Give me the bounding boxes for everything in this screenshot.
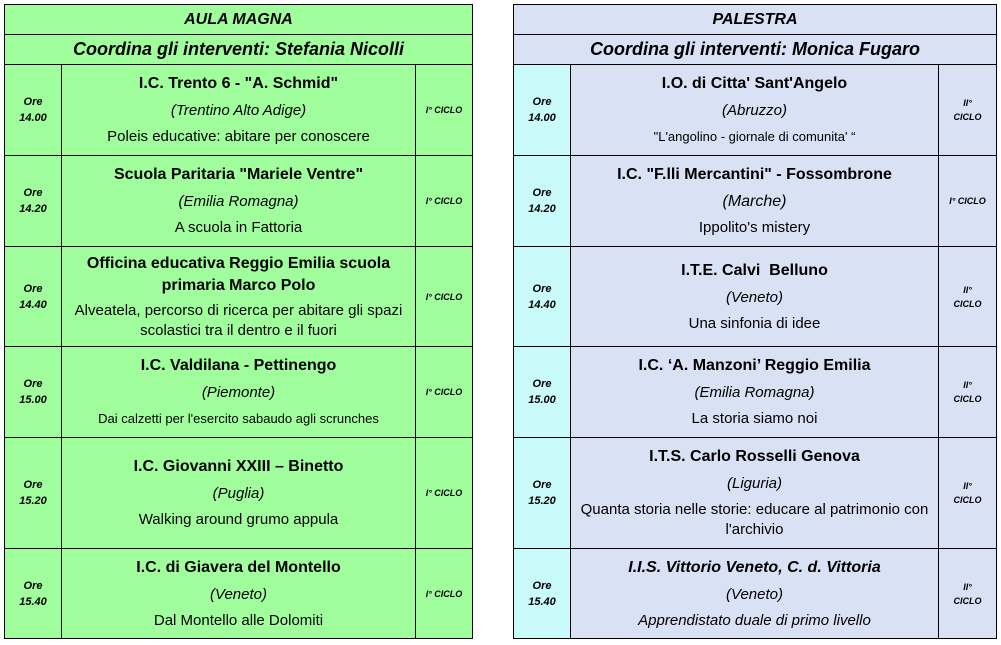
school-name: I.O. di Citta' Sant'Angelo (661, 75, 848, 92)
table-row (514, 247, 997, 347)
cycle-cell: I° CICLO (939, 156, 997, 247)
time-cell: Ore 14.20 (5, 156, 62, 247)
region: (Marche) (722, 193, 787, 210)
time-cell: Ore 15.40 (5, 549, 62, 639)
room-title: PALESTRA (514, 5, 997, 35)
region: (Veneto) (726, 585, 783, 603)
cycle-cell: I° CICLO (416, 247, 473, 347)
time-cell: Ore 15.20 (5, 438, 62, 549)
region: (Emilia Romagna) (694, 384, 815, 401)
school-name: Scuola Paritaria "Mariele Ventre" (113, 166, 364, 183)
cycle-cell: II° CICLO (939, 347, 997, 438)
school-name: I.T.E. Calvi Belluno (681, 261, 828, 279)
session-cell (62, 347, 416, 438)
time-cell: Ore 15.00 (5, 347, 62, 438)
table-row (5, 65, 473, 156)
session-cell (62, 247, 416, 347)
session-title: La storia siamo noi (691, 410, 818, 427)
region: (Emilia Romagna) (178, 193, 299, 210)
table-row (514, 438, 997, 549)
school-name: I.C. Valdilana - Pettinengo (140, 357, 337, 374)
time-cell: Ore 14.40 (514, 247, 571, 347)
session-cell (571, 347, 939, 438)
session-cell (62, 65, 416, 156)
coordinator-label: Coordina gli interventi: Stefania Nicolli (5, 35, 473, 65)
session-cell (571, 65, 939, 156)
cycle-cell: I° CICLO (416, 438, 473, 549)
session-cell (62, 438, 416, 549)
time-cell: Ore 15.40 (514, 549, 571, 639)
cycle-cell: II° CICLO (939, 247, 997, 347)
school-name: I.T.S. Carlo Rosselli Genova (649, 448, 860, 465)
session-title: Poleis educative: abitare per conoscere (107, 128, 370, 145)
cycle-cell: I° CICLO (416, 156, 473, 247)
cycle-cell: I° CICLO (416, 65, 473, 156)
session-title: "L'angolino - giornale di comunita' “ (653, 129, 856, 144)
session-title: Alveatela, percorso di ricerca per abitare gli spazi scolastici tra il dentro e il fuori (74, 301, 403, 339)
time-cell: Ore 14.40 (5, 247, 62, 347)
school-name: I.C. Giovanni XXIII – Binetto (133, 458, 344, 475)
region: (Trentino Alto Adige) (170, 102, 307, 119)
table-row (5, 549, 473, 639)
session-cell (571, 549, 939, 639)
school-name: Officina educativa Reggio Emilia scuola primaria Marco Polo (86, 254, 391, 294)
region: (Liguria) (726, 475, 783, 492)
coordinator-label: Coordina gli interventi: Monica Fugaro (514, 35, 997, 65)
cycle-cell: I° CICLO (416, 549, 473, 639)
region: (Veneto) (210, 585, 267, 603)
session-title: A scuola in Fattoria (174, 219, 303, 236)
session-title: Una sinfonia di idee (688, 314, 821, 332)
table-row (514, 156, 997, 247)
session-title: Dal Montello alle Dolomiti (153, 611, 324, 629)
time-cell: Ore 14.00 (5, 65, 62, 156)
session-title: Quanta storia nelle storie: educare al patrimonio con l'archivio (580, 501, 929, 538)
session-cell (571, 156, 939, 247)
table-row (5, 347, 473, 438)
session-title: Ippolito's mistery (698, 219, 811, 236)
aula-magna-schedule (4, 4, 473, 639)
cycle-cell: II° CICLO (939, 65, 997, 156)
table-row (514, 549, 997, 639)
school-name: I.I.S. Vittorio Veneto, C. d. Vittoria (628, 558, 881, 576)
room-title: AULA MAGNA (5, 5, 473, 35)
session-cell (571, 438, 939, 549)
table-row (514, 347, 997, 438)
table-row (5, 247, 473, 347)
table-row (5, 156, 473, 247)
session-title: Walking around grumo appula (138, 511, 339, 528)
school-name: I.C. Trento 6 - "A. Schmid" (138, 75, 339, 92)
region: (Puglia) (212, 485, 265, 502)
school-name: I.C. "F.lli Mercantini" - Fossombrone (617, 166, 892, 183)
palestra-schedule (513, 4, 997, 639)
region: (Abruzzo) (721, 102, 788, 119)
time-cell: Ore 14.20 (514, 156, 571, 247)
time-cell: Ore 15.20 (514, 438, 571, 549)
cycle-cell: I° CICLO (416, 347, 473, 438)
table-row (5, 438, 473, 549)
time-cell: Ore 14.00 (514, 65, 571, 156)
region: (Veneto) (726, 288, 783, 306)
session-title: Dai calzetti per l'esercito sabaudo agli scrunches (98, 411, 379, 426)
school-name: I.C. ‘A. Manzoni’ Reggio Emilia (638, 357, 871, 374)
cycle-cell: II° CICLO (939, 438, 997, 549)
session-cell (571, 247, 939, 347)
session-title: Apprendistato duale di primo livello (638, 611, 871, 629)
session-cell (62, 156, 416, 247)
time-cell: Ore 15.00 (514, 347, 571, 438)
region: (Piemonte) (201, 384, 276, 401)
session-cell (62, 549, 416, 639)
cycle-cell: II° CICLO (939, 549, 997, 639)
school-name: I.C. di Giavera del Montello (136, 558, 341, 576)
table-row (514, 65, 997, 156)
